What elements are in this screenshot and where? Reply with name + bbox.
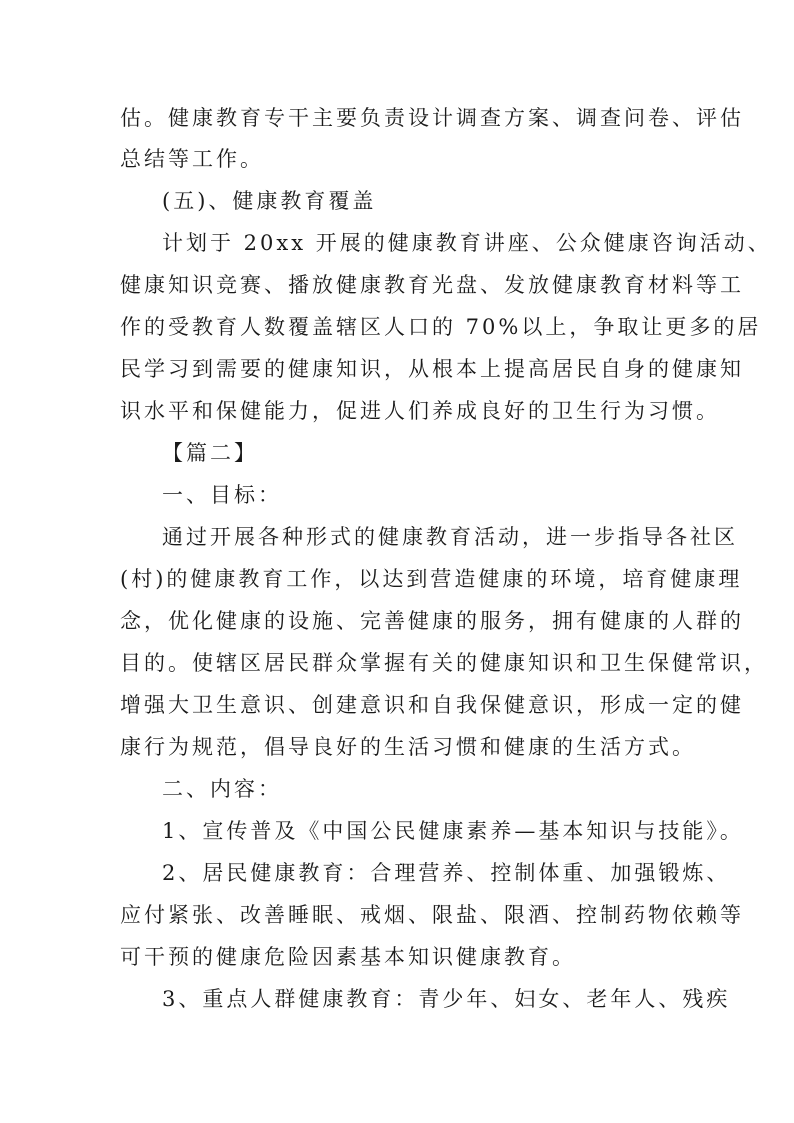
- list-item: 2、居民健康教育：合理营养、控制体重、加强锻炼、: [162, 861, 731, 885]
- body-text-line: 可干预的健康危险因素基本知识健康教育。: [120, 945, 576, 969]
- section-heading: 二、内容：: [162, 777, 282, 801]
- section-heading: (五)、健康教育覆盖: [162, 189, 377, 213]
- body-text-line: 识水平和保健能力，促进人们养成良好的卫生行为习惯。: [120, 399, 720, 423]
- body-text-line: 估。健康教育专干主要负责设计调查方案、调查问卷、评估: [120, 106, 744, 130]
- list-item: 1、宣传普及《中国公民健康素养—基本知识与技能》。: [162, 819, 744, 843]
- part-heading: 【篇二】: [162, 441, 258, 465]
- body-text-line: 民学习到需要的健康知识，从根本上提高居民自身的健康知: [120, 357, 744, 381]
- body-text-line: 念，优化健康的设施、完善健康的服务，拥有健康的人群的: [120, 609, 744, 633]
- body-text-line: 应付紧张、改善睡眠、戒烟、限盐、限酒、控制药物依赖等: [120, 903, 744, 927]
- body-text-line: 总结等工作。: [120, 147, 264, 171]
- section-heading: 一、目标：: [162, 483, 282, 507]
- body-text-line: 康行为规范，倡导良好的生活习惯和健康的生活方式。: [120, 735, 696, 759]
- body-text-line: (村)的健康教育工作，以达到营造健康的环境，培育健康理: [120, 567, 743, 591]
- body-text-line: 增强大卫生意识、创建意识和自我保健意识，形成一定的健: [120, 693, 744, 717]
- paragraph-start-line: 通过开展各种形式的健康教育活动，进一步指导各社区: [162, 525, 738, 549]
- list-item: 3、重点人群健康教育：青少年、妇女、老年人、残疾: [162, 987, 731, 1011]
- paragraph-start-line: 计划于 20xx 开展的健康教育讲座、公众健康咨询活动、: [162, 231, 772, 255]
- body-text-line: 目的。使辖区居民群众掌握有关的健康知识和卫生保健常识，: [120, 651, 768, 675]
- body-text-line: 健康知识竞赛、播放健康教育光盘、发放健康教育材料等工: [120, 273, 744, 297]
- body-text-line: 作的受教育人数覆盖辖区人口的 70%以上，争取让更多的居: [120, 315, 762, 339]
